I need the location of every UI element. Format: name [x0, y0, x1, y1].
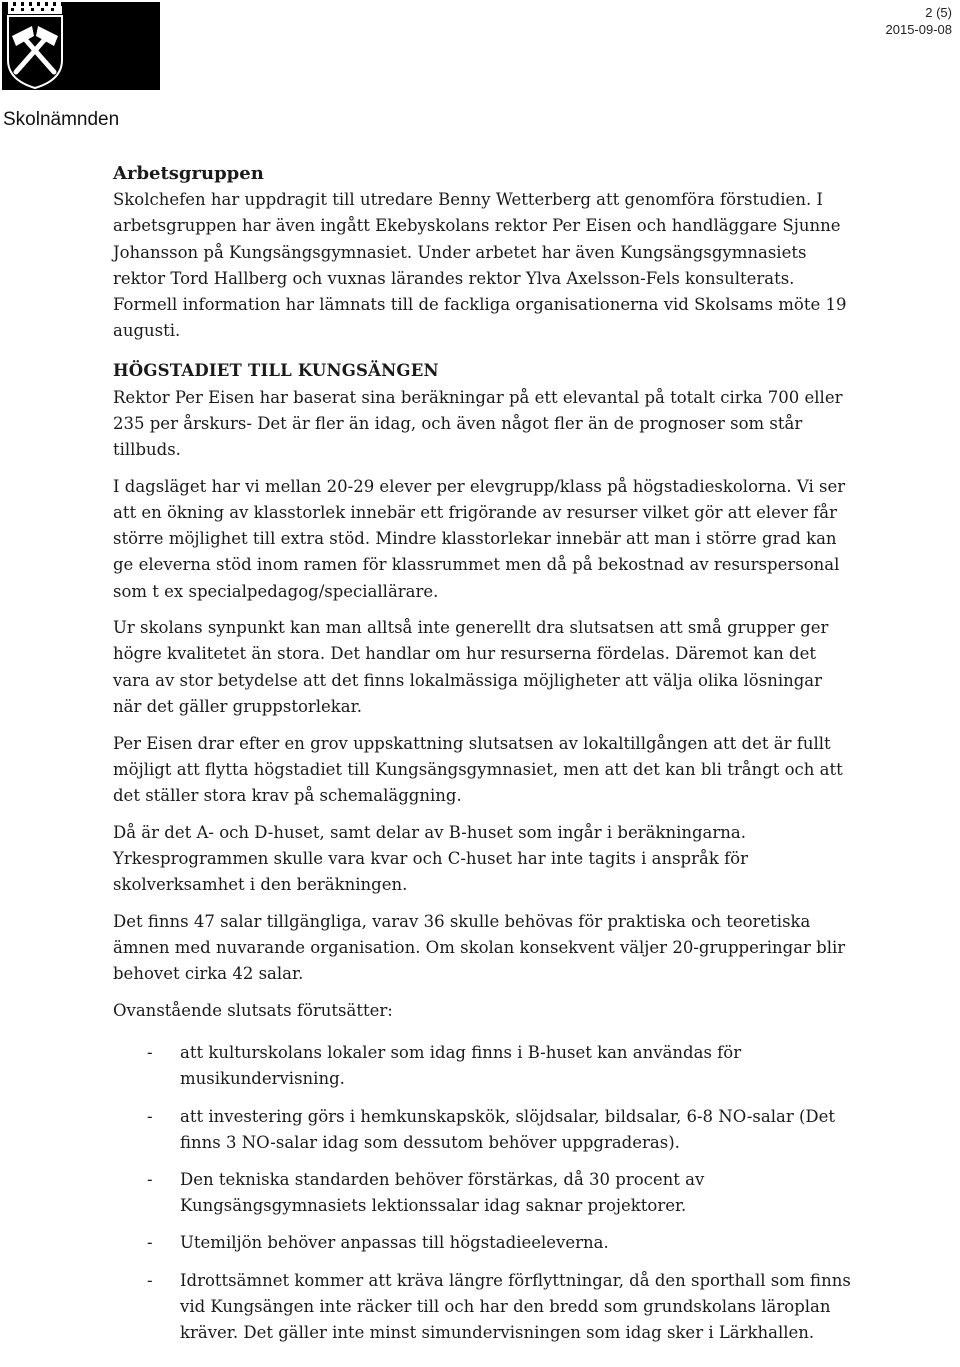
paragraph: I dagsläget har vi mellan 20-29 elever per elevgrupp/klass på högstadieskolorna. Vi ser att en ökning av klasstorlek innebär ett frigörande av resurser vilket gör att elever får större möjlighet till extra stöd. Mindre klasstorlekar innebär att man i större grad kan ge eleverna stöd inom ramen för klassrummet men då på bekostnad av resurspersonal som t ex specialpedagog/speciallärare. [113, 476, 846, 601]
section-hogstadiet [113, 358, 853, 463]
list-marker: - [147, 1043, 153, 1063]
list-item: - att kulturskolans lokaler som idag finns i B-huset kan användas för musikundervisning. [113, 1040, 853, 1092]
section-arbetsgruppen [113, 161, 853, 344]
department-name: Skolnämnden [3, 109, 120, 130]
document-date: 2015-09-08 [885, 22, 952, 37]
paragraph: Då är det A- och D-huset, samt delar av B-huset som ingår i beräkningarna. Yrkesprogrammen skulle vara kvar och C-huset har inte tagits i anspråk för skolverksamhet i den beräkningen. [113, 822, 748, 895]
document-body [113, 161, 853, 1357]
page-number: 2 (5) [925, 5, 952, 20]
page-header-meta [886, 4, 953, 38]
municipality-logo [2, 2, 160, 90]
paragraph: Skolchefen har uppdragit till utredare Benny Wetterberg att genomföra förstudien. I arbetsgruppen har även ingått Ekebyskolans rektor Per Eisen och handläggare Sjunne Johansson på Kungsängsgymnasiet. Under arbetet har även Kungsängsgymnasiets rektor Tord Hallberg och vuxnas lärandes rektor Ylva Axelsson-Fels konsulterats. Formell information har lämnats till de fackliga organisationerna vid Skolsams möte 19 augusti. [113, 190, 847, 341]
paragraph: Ur skolans synpunkt kan man alltså inte generellt dra slutsatsen att små grupper ger högre kvalitetet än stora. Det handlar om hur resurserna fördelas. Däremot kan det vara av stor betydelse att det finns lokalmässiga möjligheter att välja olika lösningar när det gäller gruppstorlekar. [113, 618, 829, 716]
requirements-list [113, 1040, 853, 1346]
list-marker: - [147, 1233, 153, 1253]
crossed-hammers-crest-icon [2, 2, 160, 90]
paragraph: Per Eisen drar efter en grov uppskattning slutsatsen av lokaltillgången att det är fullt möjligt att flytta högstadiet till Kungsängsgymnasiet, men att det kan bli trångt och att det ställer stora krav på schemaläggning. [113, 733, 843, 805]
list-marker: - [147, 1270, 153, 1290]
list-item: - Utemiljön behöver anpassas till högstadieeleverna. [113, 1230, 853, 1256]
list-marker: - [147, 1106, 153, 1126]
paragraph: Det finns 47 salar tillgängliga, varav 36 skulle behövas för praktiska och teoretiska ämnen med nuvarande organisation. Om skolan konsekvent väljer 20-grupperingar blir behovet cirka 42 salar. [113, 911, 846, 984]
section-heading: Arbetsgruppen [113, 163, 264, 184]
paragraph: Rektor Per Eisen har baserat sina beräkningar på ett elevantal på totalt cirka 700 eller 235 per årskurs- Det är fler än idag, och även något fler än de prognoser som står tillbuds. [113, 387, 843, 460]
list-item: - Idrottsämnet kommer att kräva längre förflyttningar, då den sporthall som finns vid Kungsängen inte räcker till och har den bredd som grundskolans läroplan kräver. Det gäller inte minst simundervisningen som idag sker i Lärkhallen. [113, 1268, 853, 1347]
list-marker: - [147, 1169, 153, 1189]
list-item: - att investering görs i hemkunskapskök, slöjdsalar, bildsalar, 6-8 NO-salar (Det finns 3 NO-salar idag som dessutom behöver uppgraderas). [113, 1104, 853, 1156]
list-item: - Den tekniska standarden behöver förstärkas, då 30 procent av Kungsängsgymnasiets lektionssalar idag saknar projektorer. [113, 1167, 853, 1219]
section-heading: HÖGSTADIET TILL KUNGSÄNGEN [113, 361, 439, 381]
paragraph: Ovanstående slutsats förutsätter: [113, 1000, 393, 1020]
